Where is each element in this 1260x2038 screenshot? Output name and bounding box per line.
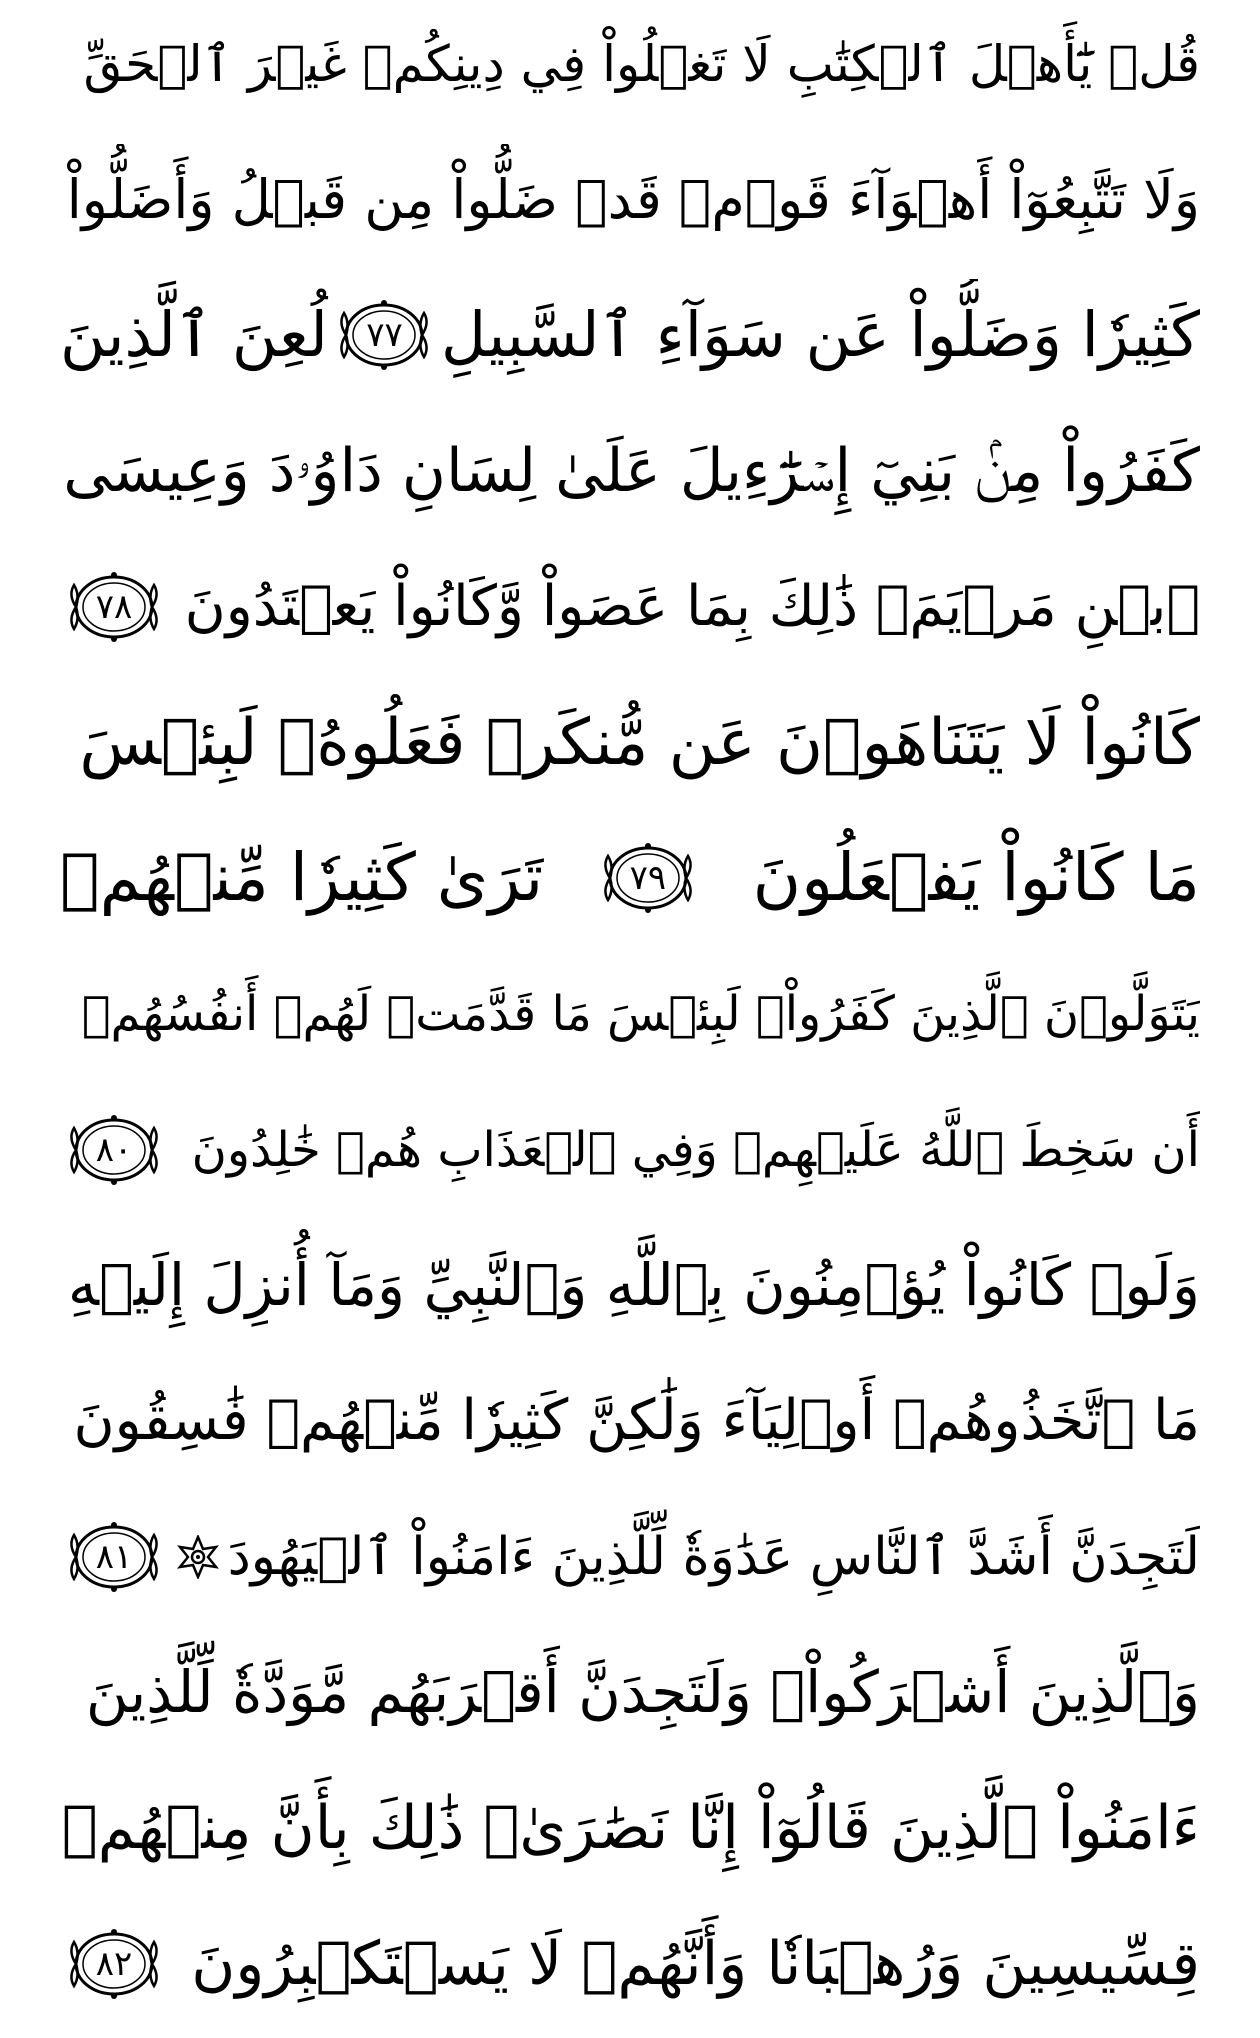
verse-text: مَا ٱتَّخَذُوهُمۡ أَوۡلِيَآءَ وَلَٰكِنَّ كَثِيرٗا مِّنۡهُمۡ فَٰسِقُونَ	[73, 1388, 1200, 1454]
verse-text: ٱبۡنِ مَرۡيَمَۚ ذَٰلِكَ بِمَا عَصَواْ وَّكَانُواْ يَعۡتَدُونَ	[184, 573, 1200, 639]
ayah-number: ٨٠	[95, 1129, 133, 1170]
verse-text: تَرَىٰ كَثِيرٗا مِّنۡهُمۡ	[60, 839, 544, 917]
text-line-10	[60, 1229, 1200, 1341]
hizb-star-icon	[176, 1535, 220, 1579]
text-line-13	[60, 1636, 1200, 1748]
ayah-number: ٧٩	[629, 858, 667, 899]
text-line-15	[60, 1908, 1200, 2020]
ayah-end-marker-icon	[330, 295, 438, 375]
verse-text: كَفَرُواْ مِنۢ بَنِيٓ إِسۡرَٰٓءِيلَ عَلَىٰ لِسَانِ دَاوُۥدَ وَعِيسَى	[63, 436, 1200, 507]
text-line-9	[60, 1094, 1200, 1206]
verse-text: وَلَوۡ كَانُواْ يُؤۡمِنُونَ بِٱللَّهِ وَٱلنَّبِيِّ وَمَآ أُنزِلَ إِلَيۡهِ	[67, 1251, 1200, 1320]
ayah-number: ٨١	[95, 1536, 133, 1577]
text-line-3	[60, 279, 1200, 391]
text-line-6	[60, 687, 1200, 799]
text-line-12	[60, 1501, 1200, 1613]
text-line-4	[60, 415, 1200, 527]
ayah-end-marker-icon	[60, 1110, 168, 1190]
verse-text: لُعِنَ ٱلَّذِينَ	[60, 298, 328, 372]
text-line-7	[60, 822, 1200, 934]
verse-text: قِسِّيسِينَ وَرُهۡبَانٗا وَأَنَّهُمۡ لَا يَسۡتَكۡبِرُونَ	[191, 1928, 1200, 1999]
verse-text: يَتَوَلَّوۡنَ ٱلَّذِينَ كَفَرُواْۚ لَبِئۡسَ مَا قَدَّمَتۡ لَهُمۡ أَنفُسُهُمۡ	[81, 985, 1200, 1042]
text-line-8	[60, 958, 1200, 1070]
ayah-number: ٧٨	[95, 586, 133, 627]
verse-text: قُلۡ يَٰٓأَهۡلَ ٱلۡكِتَٰبِ لَا تَغۡلُواْ فِي دِينِكُمۡ غَيۡرَ ٱلۡحَقِّ	[83, 35, 1200, 93]
text-line-11	[60, 1365, 1200, 1477]
verse-text: ءَامَنُواْ ٱلَّذِينَ قَالُوٓاْ إِنَّا نَصَٰرَىٰۚ ذَٰلِكَ بِأَنَّ مِنۡهُمۡ	[61, 1793, 1200, 1864]
text-line-14	[60, 1772, 1200, 1884]
verse-text: مَا كَانُواْ يَفۡعَلُونَ	[752, 839, 1200, 917]
ayah-end-marker-icon	[594, 838, 702, 918]
text-line-2	[60, 144, 1200, 256]
verse-text: كَانُواْ لَا يَتَنَاهَوۡنَ عَن مُّنكَرٖ فَعَلُوهُۚ لَبِئۡسَ	[79, 705, 1200, 780]
mushaf-page	[60, 0, 1200, 2038]
verse-text: وَلَا تَتَّبِعُوٓاْ أَهۡوَآءَ قَوۡمٖ قَدۡ ضَلُّواْ مِن قَبۡلُ وَأَضَلُّواْ	[66, 167, 1200, 231]
ayah-number: ٨٢	[95, 1943, 133, 1984]
verse-text: لَتَجِدَنَّ أَشَدَّ ٱلنَّاسِ عَدَٰوَةٗ لِّلَّذِينَ ءَامَنُواْ ٱلۡيَهُودَ	[227, 1526, 1200, 1587]
ayah-end-marker-icon	[60, 1924, 168, 2004]
text-line-5	[60, 551, 1200, 663]
ayah-end-marker-icon	[60, 567, 168, 647]
ayah-end-marker-icon	[60, 1517, 168, 1597]
verse-text: أَن سَخِطَ ٱللَّهُ عَلَيۡهِمۡ وَفِي ٱلۡعَذَابِ هُمۡ خَٰلِدُونَ	[191, 1121, 1200, 1178]
verse-text: وَٱلَّذِينَ أَشۡرَكُواْۖ وَلَتَجِدَنَّ أَقۡرَبَهُم مَّوَدَّةٗ لِّلَّذِينَ	[85, 1658, 1200, 1727]
verse-text: كَثِيرٗا وَضَلُّواْ عَن سَوَآءِ ٱلسَّبِيلِ	[440, 298, 1200, 372]
text-line-1	[60, 8, 1200, 120]
ayah-number: ٧٧	[366, 315, 403, 356]
